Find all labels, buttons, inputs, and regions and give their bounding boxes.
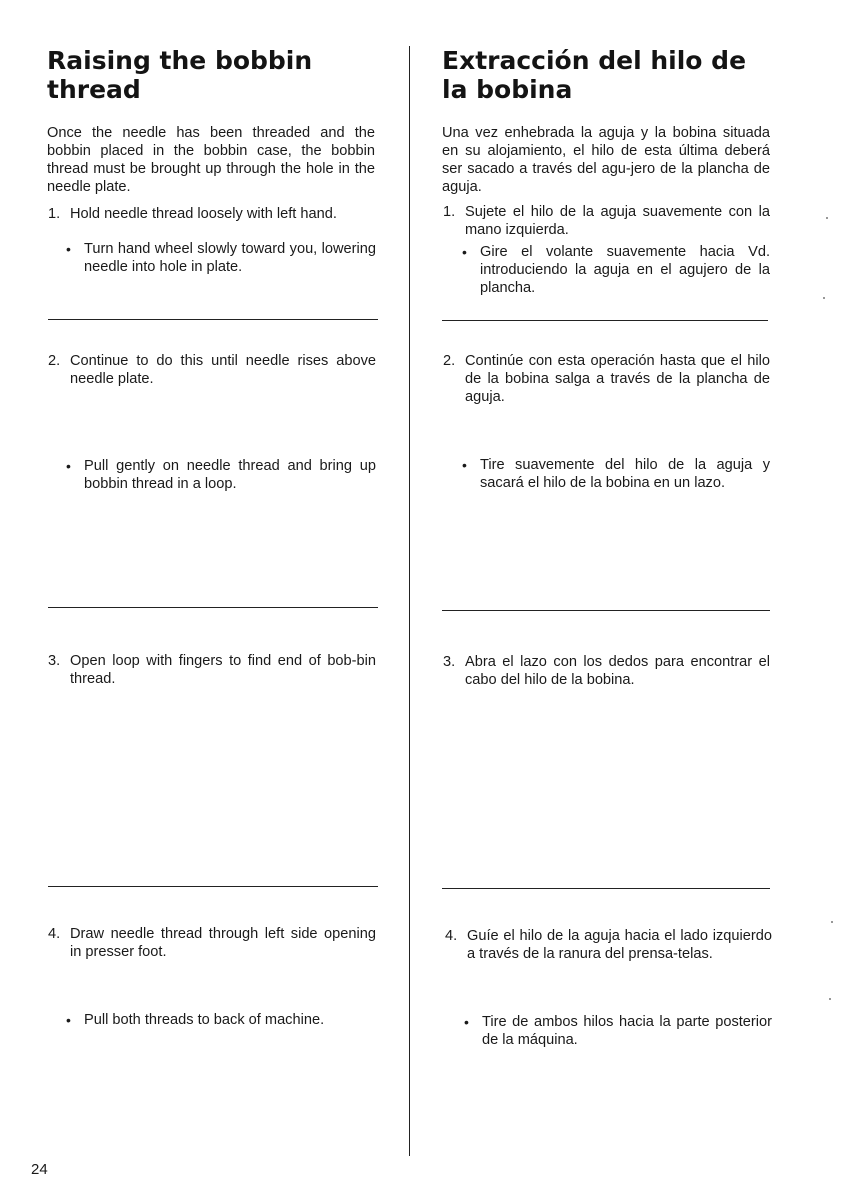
scan-speck — [831, 921, 833, 923]
english-title: Raising the bobbin thread — [47, 46, 313, 104]
bullet-text: Gire el volante suavemente hacia Vd. introduciendo la aguja en el agujero de la plancha. — [480, 244, 770, 296]
step-text: Abra el lazo con los dedos para encontrar el cabo del hilo de la bobina. — [465, 654, 770, 688]
section-rule — [48, 607, 378, 608]
step-number: 1. — [443, 204, 456, 220]
step-text: Draw needle thread through left side opening in presser foot. — [70, 926, 376, 960]
bullet-text: Tire de ambos hilos hacia la parte posterior de la máquina. — [482, 1014, 772, 1048]
bullet-icon: • — [66, 1012, 71, 1028]
spanish-step-1 — [443, 203, 770, 239]
bullet-text: Turn hand wheel slowly toward you, lowering needle into hole in plate. — [84, 241, 376, 275]
step-text: Hold needle thread loosely with left hand. — [70, 206, 337, 222]
spanish-title: Extracción del hilo de la bobina — [442, 46, 747, 104]
bullet-icon: • — [462, 244, 467, 260]
spanish-step-4 — [445, 927, 772, 963]
english-step-2-bullet — [66, 457, 376, 493]
english-step-3 — [48, 652, 376, 688]
section-rule — [442, 610, 770, 611]
step-number: 2. — [443, 353, 456, 369]
spanish-step-1-bullet — [462, 243, 770, 297]
step-text: Sujete el hilo de la aguja suavemente con la mano izquierda. — [465, 204, 770, 238]
bullet-text: Tire suavemente del hilo de la aguja y sacará el hilo de la bobina en un lazo. — [480, 457, 770, 491]
step-number: 1. — [48, 206, 61, 222]
step-number: 4. — [445, 928, 458, 944]
step-text: Continúe con esta operación hasta que el hilo de la bobina salga a través de la plancha de aguja. — [465, 353, 770, 405]
bullet-icon: • — [66, 241, 71, 257]
english-step-1-bullet — [66, 240, 376, 276]
step-number: 2. — [48, 353, 61, 369]
spanish-step-3 — [443, 653, 770, 689]
english-step-4-bullet — [66, 1011, 376, 1029]
step-text: Guíe el hilo de la aguja hacia el lado izquierdo a través de la ranura del prensa-telas. — [467, 928, 772, 962]
scan-speck — [826, 217, 828, 219]
bullet-text: Pull gently on needle thread and bring up bobbin thread in a loop. — [84, 458, 376, 492]
scan-speck — [823, 297, 825, 299]
spanish-intro: Una vez enhebrada la aguja y la bobina situada en su alojamiento, el hilo de esta última deberá ser sacado a través del agu-jero de la plancha de aguja. — [442, 125, 770, 195]
bullet-text: Pull both threads to back of machine. — [84, 1012, 325, 1028]
column-divider — [409, 46, 410, 1156]
english-intro: Once the needle has been threaded and the bobbin placed in the bobbin case, the bobbin thread must be brought up through the hole in the needle plate. — [47, 125, 375, 195]
english-step-4 — [48, 925, 376, 961]
step-text: Continue to do this until needle rises above needle plate. — [70, 353, 376, 387]
bullet-icon: • — [464, 1014, 469, 1030]
step-number: 4. — [48, 926, 61, 942]
step-number: 3. — [48, 653, 61, 669]
spanish-step-2-bullet — [462, 456, 770, 492]
page-number: 24 — [31, 1161, 48, 1178]
english-step-2 — [48, 352, 376, 388]
section-rule — [442, 888, 770, 889]
spanish-step-2 — [443, 352, 770, 406]
section-rule — [442, 320, 768, 321]
bullet-icon: • — [66, 458, 71, 474]
section-rule — [48, 319, 378, 320]
spanish-step-4-bullet — [464, 1013, 772, 1049]
bullet-icon: • — [462, 457, 467, 473]
english-step-1 — [48, 205, 376, 223]
step-text: Open loop with fingers to find end of bob-bin thread. — [70, 653, 376, 687]
section-rule — [48, 886, 378, 887]
step-number: 3. — [443, 654, 456, 670]
scan-speck — [829, 998, 831, 1000]
